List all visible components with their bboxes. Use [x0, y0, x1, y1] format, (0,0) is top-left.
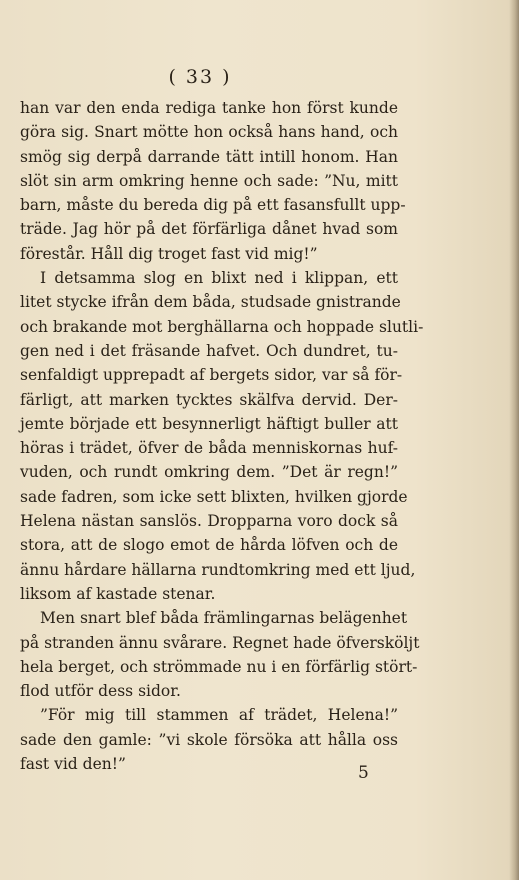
- text-line: senfaldigt upprepadt af bergets sidor, var så för-: [20, 366, 403, 385]
- text-line: slöt sin arm omkring henne och sade: ”Nu, mitt: [20, 171, 398, 190]
- text-line: fast vid den!”: [20, 755, 126, 774]
- text-line: jemte började ett besynnerligt häftigt buller att: [20, 414, 398, 433]
- text-line: ”För mig till stammen af trädet, Helena!”: [40, 706, 398, 725]
- body-text: [20, 96, 424, 776]
- text-line: förestår. Håll dig troget fast vid mig!”: [20, 244, 318, 263]
- text-line: sade fadren, som icke sett blixten, hvilken gjorde: [20, 487, 408, 506]
- text-line: stora, att de slogo emot de hårda löfven och de: [20, 536, 398, 555]
- text-line: Men snart blef båda främlingarnas belägenhet: [40, 609, 408, 628]
- text-line: göra sig. Snart mötte hon också hans hand, och: [20, 123, 398, 142]
- text-line: sade den gamle: ”vi skole försöka att hålla oss: [20, 730, 398, 749]
- signature-mark: 5: [358, 763, 369, 783]
- text-line: träde. Jag hör på det förfärliga dånet hvad som: [20, 220, 398, 239]
- text-line: vuden, och rundt omkring dem. ”Det är regn!”: [20, 463, 398, 482]
- text-line: och brakande mot berghällarna och hoppade slutli-: [20, 317, 424, 336]
- text-line: flod utför dess sidor.: [20, 682, 181, 701]
- text-line: gen ned i det fräsande hafvet. Och dundret, tu-: [20, 341, 398, 360]
- text-line: barn, måste du bereda dig på ett fasansfullt upp-: [20, 196, 406, 215]
- text-line: smög sig derpå darrande tätt intill honom. Han: [20, 147, 398, 166]
- page-edge: [509, 0, 519, 880]
- text-line: höras i trädet, öfver de båda menniskornas huf-: [20, 439, 398, 458]
- text-line: färligt, att marken tycktes skälfva dervid. Der-: [20, 390, 398, 409]
- text-line: han var den enda rediga tanke hon först kunde: [20, 99, 398, 117]
- page-number: ( 33 ): [168, 66, 232, 88]
- text-line: liksom af kastade stenar.: [20, 584, 216, 603]
- text-line: ännu hårdare hällarna rundtomkring med ett ljud,: [20, 560, 416, 579]
- text-line: I detsamma slog en blixt ned i klippan, ett: [40, 269, 398, 288]
- text-line: Helena nästan sanslös. Dropparna voro dock så: [20, 512, 398, 531]
- text-line: på stranden ännu svårare. Regnet hade öfversköljt: [20, 633, 420, 652]
- text-line: hela berget, och strömmade nu i en förfärlig stört-: [20, 657, 418, 676]
- text-line: litet stycke ifrån dem båda, studsade gnistrande: [20, 293, 401, 312]
